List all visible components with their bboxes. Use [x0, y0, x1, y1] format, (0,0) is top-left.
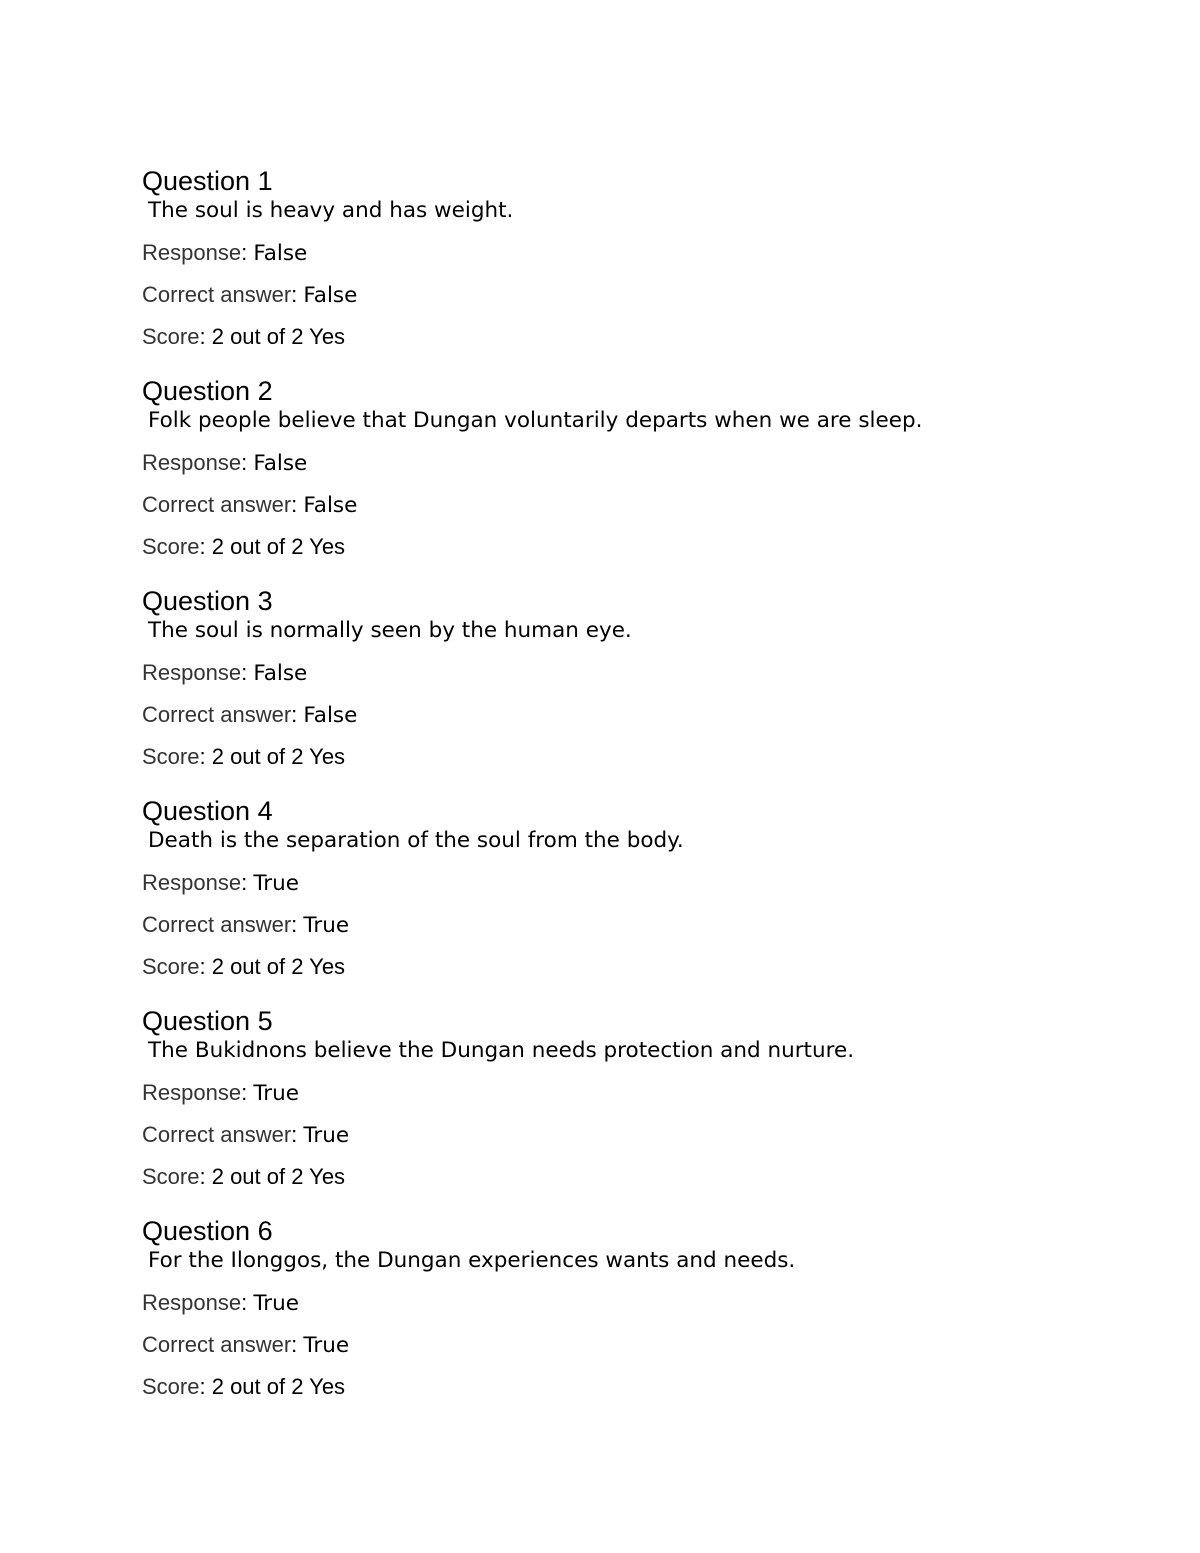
- score-value: 2 out of 2 Yes: [211, 534, 346, 559]
- score-label: Score: [142, 744, 200, 769]
- question-title: Question 3: [142, 586, 273, 616]
- question-block: [142, 374, 1142, 584]
- label-colon: :: [291, 492, 304, 517]
- score-label: Score: [142, 534, 200, 559]
- response-value: False: [253, 241, 308, 266]
- correct-answer-value: True: [303, 1333, 350, 1358]
- label-colon: :: [241, 660, 254, 685]
- response-row: [142, 658, 307, 691]
- label-colon: :: [241, 450, 254, 475]
- label-colon: :: [241, 1080, 254, 1105]
- response-label: Response: [142, 660, 242, 685]
- label-colon: :: [199, 324, 212, 349]
- response-value: True: [253, 871, 299, 896]
- response-row: [142, 448, 307, 481]
- response-label: Response: [142, 870, 242, 895]
- label-colon: :: [291, 702, 304, 727]
- correct-answer-value: True: [303, 1123, 350, 1148]
- label-colon: :: [291, 1122, 304, 1147]
- correct-answer-value: True: [303, 913, 350, 938]
- label-colon: :: [291, 912, 304, 937]
- label-colon: :: [241, 240, 254, 265]
- score-label: Score: [142, 1374, 200, 1399]
- response-row: [142, 868, 299, 901]
- response-label: Response: [142, 450, 242, 475]
- correct-answer-row: [142, 490, 357, 523]
- response-row: [142, 1078, 299, 1111]
- label-colon: :: [199, 1164, 212, 1189]
- response-value: False: [253, 451, 308, 476]
- correct-answer-label: Correct answer: [142, 282, 292, 307]
- response-value: True: [253, 1291, 299, 1316]
- question-title: Question 4: [142, 796, 273, 826]
- score-value: 2 out of 2 Yes: [211, 954, 346, 979]
- correct-answer-label: Correct answer: [142, 912, 292, 937]
- question-title: Question 5: [142, 1006, 273, 1036]
- question-text: The soul is normally seen by the human eye.: [148, 618, 632, 643]
- score-label: Score: [142, 954, 200, 979]
- question-title: Question 1: [142, 166, 273, 196]
- score-value: 2 out of 2 Yes: [211, 1164, 346, 1189]
- question-text: Death is the separation of the soul from the body.: [148, 828, 684, 853]
- response-row: [142, 1288, 299, 1321]
- label-colon: :: [291, 1332, 304, 1357]
- correct-answer-row: [142, 280, 357, 313]
- correct-answer-label: Correct answer: [142, 1122, 292, 1147]
- correct-answer-label: Correct answer: [142, 702, 292, 727]
- question-block: [142, 584, 1142, 794]
- correct-answer-row: [142, 700, 357, 733]
- label-colon: :: [291, 282, 304, 307]
- label-colon: :: [199, 954, 212, 979]
- response-value: True: [253, 1081, 299, 1106]
- question-block: [142, 1004, 1142, 1214]
- response-value: False: [253, 661, 308, 686]
- score-label: Score: [142, 324, 200, 349]
- correct-answer-row: [142, 1120, 349, 1153]
- label-colon: :: [241, 870, 254, 895]
- score-row: [142, 952, 345, 985]
- label-colon: :: [199, 534, 212, 559]
- question-text: The soul is heavy and has weight.: [148, 198, 514, 223]
- score-row: [142, 742, 345, 775]
- correct-answer-label: Correct answer: [142, 492, 292, 517]
- score-row: [142, 1162, 345, 1195]
- response-label: Response: [142, 240, 242, 265]
- response-row: [142, 238, 307, 271]
- response-label: Response: [142, 1080, 242, 1105]
- question-text: For the Ilonggos, the Dungan experiences wants and needs.: [148, 1248, 796, 1273]
- label-colon: :: [199, 744, 212, 769]
- question-block: [142, 1214, 1142, 1424]
- question-text: The Bukidnons believe the Dungan needs protection and nurture.: [148, 1038, 855, 1063]
- correct-answer-row: [142, 1330, 349, 1363]
- correct-answer-value: False: [303, 703, 358, 728]
- correct-answer-row: [142, 910, 349, 943]
- question-title: Question 6: [142, 1216, 273, 1246]
- correct-answer-value: False: [303, 283, 358, 308]
- score-row: [142, 1372, 345, 1405]
- response-label: Response: [142, 1290, 242, 1315]
- correct-answer-value: False: [303, 493, 358, 518]
- score-row: [142, 532, 345, 565]
- label-colon: :: [199, 1374, 212, 1399]
- question-text: Folk people believe that Dungan voluntarily departs when we are sleep.: [148, 408, 923, 433]
- question-block: [142, 164, 1142, 374]
- score-value: 2 out of 2 Yes: [211, 1374, 346, 1399]
- score-label: Score: [142, 1164, 200, 1189]
- score-row: [142, 322, 345, 355]
- question-title: Question 2: [142, 376, 273, 406]
- correct-answer-label: Correct answer: [142, 1332, 292, 1357]
- score-value: 2 out of 2 Yes: [211, 744, 346, 769]
- quiz-results: [142, 164, 1142, 1424]
- score-value: 2 out of 2 Yes: [211, 324, 346, 349]
- question-block: [142, 794, 1142, 1004]
- label-colon: :: [241, 1290, 254, 1315]
